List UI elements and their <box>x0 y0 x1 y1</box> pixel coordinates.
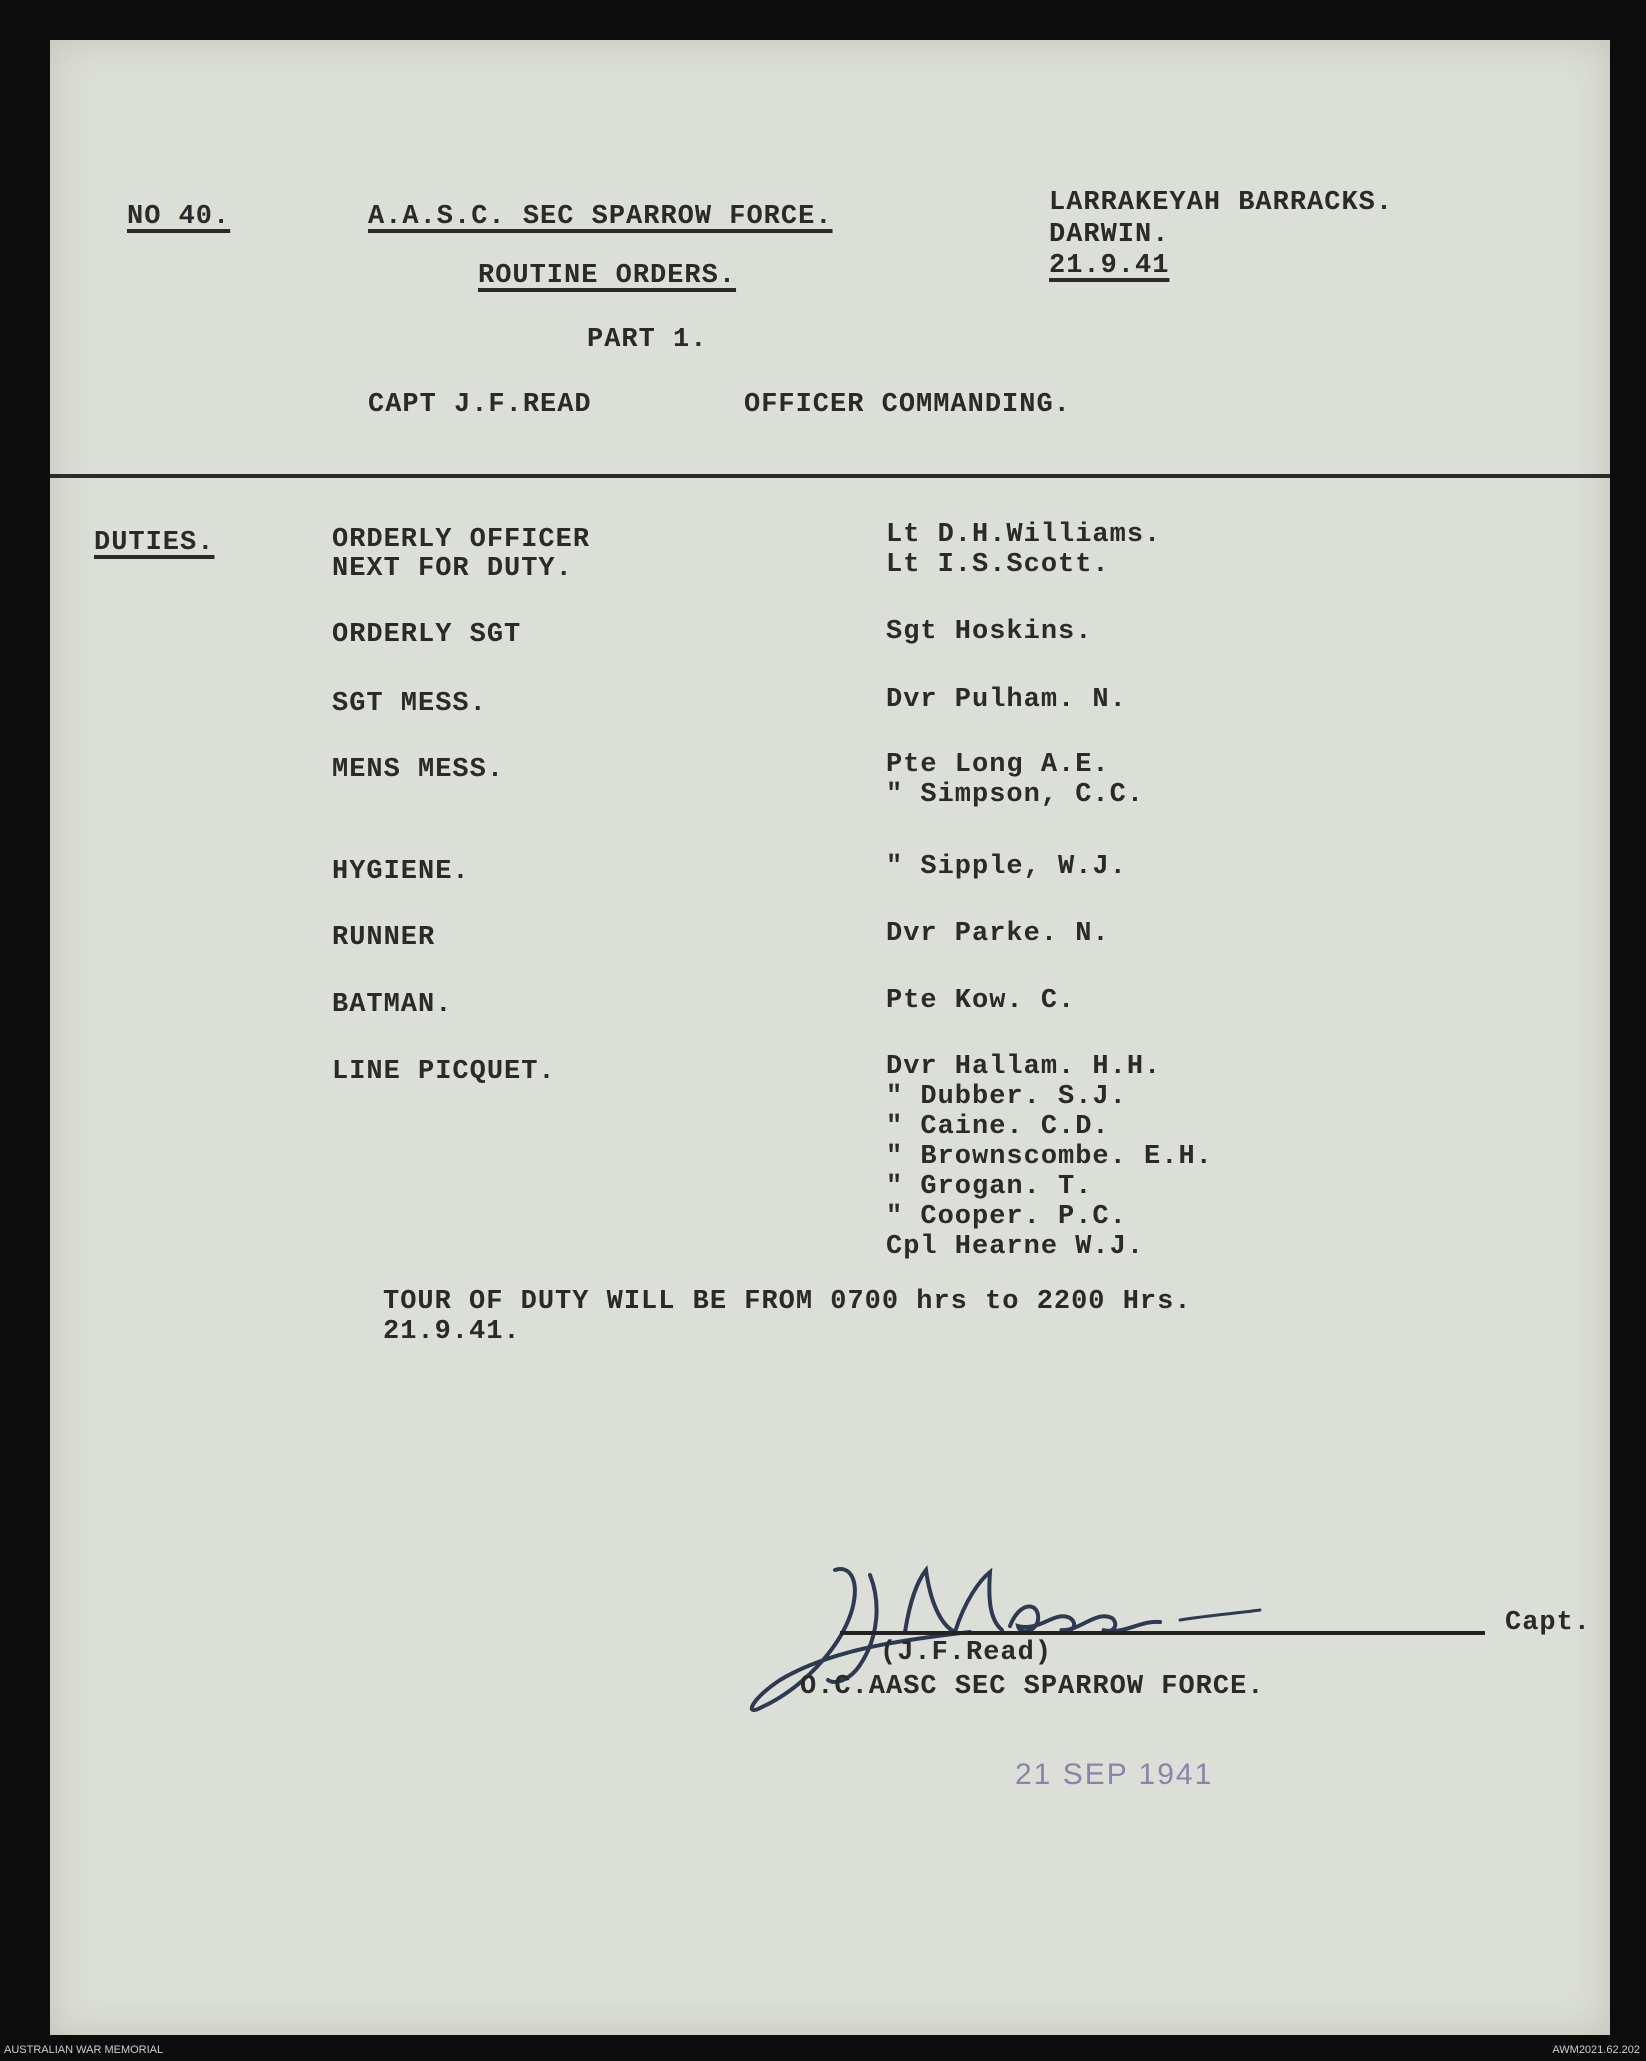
duty-name: Pte Long A.E. <box>886 750 1110 780</box>
order-date: 21.9.41 <box>1049 251 1170 281</box>
unit-heading: A.A.S.C. SEC SPARROW FORCE. <box>368 202 833 232</box>
duty-name: " Dubber. S.J. <box>886 1082 1127 1112</box>
duty-role: MENS MESS. <box>332 755 505 785</box>
duty-name: " Sipple, W.J. <box>886 852 1127 882</box>
signatory-rank: Capt. <box>1505 1608 1592 1638</box>
duty-name: Cpl Hearne W.J. <box>886 1232 1145 1262</box>
signatory-position: O.C.AASC SEC SPARROW FORCE. <box>800 1672 1265 1702</box>
tour-of-duty-line: TOUR OF DUTY WILL BE FROM 0700 hrs to 2200 Hrs. <box>383 1287 1192 1317</box>
duty-name: " Brownscombe. E.H. <box>886 1142 1213 1172</box>
order-number: NO 40. <box>127 202 231 232</box>
location-line-1: LARRAKEYAH BARRACKS. <box>1049 188 1394 218</box>
duty-name: " Grogan. T. <box>886 1172 1093 1202</box>
duty-name: Lt I.S.Scott. <box>886 550 1110 580</box>
duty-role: SGT MESS. <box>332 689 487 719</box>
duty-name: Lt D.H.Williams. <box>886 520 1162 550</box>
handwritten-signature <box>740 1540 1440 1740</box>
signature-line <box>840 1631 1485 1635</box>
date-stamp: 21 SEP 1941 <box>1015 1758 1214 1791</box>
duty-role: HYGIENE. <box>332 857 470 887</box>
duty-role: BATMAN. <box>332 990 453 1020</box>
duty-name: Dvr Hallam. H.H. <box>886 1052 1162 1082</box>
horizontal-rule <box>50 474 1610 478</box>
duty-name: Pte Kow. C. <box>886 986 1076 1016</box>
part-number: PART 1. <box>587 325 708 355</box>
tour-of-duty-date: 21.9.41. <box>383 1317 521 1347</box>
duty-role: ORDERLY SGT <box>332 620 522 650</box>
duty-role: LINE PICQUET. <box>332 1057 556 1087</box>
duty-name: Sgt Hoskins. <box>886 617 1093 647</box>
duty-name: Dvr Pulham. N. <box>886 685 1127 715</box>
document-title: ROUTINE ORDERS. <box>478 261 737 291</box>
duties-heading: DUTIES. <box>94 528 215 558</box>
footer-archive-name: AUSTRALIAN WAR MEMORIAL <box>4 2044 164 2056</box>
duty-role: NEXT FOR DUTY. <box>332 554 573 584</box>
duty-name: " Caine. C.D. <box>886 1112 1110 1142</box>
duty-name: " Cooper. P.C. <box>886 1202 1127 1232</box>
duty-name: Dvr Parke. N. <box>886 919 1110 949</box>
document-sheet <box>50 40 1610 2035</box>
duty-role: RUNNER <box>332 923 436 953</box>
commander-name: CAPT J.F.READ <box>368 390 592 420</box>
location-line-2: DARWIN. <box>1049 220 1170 250</box>
signatory-name: (J.F.Read) <box>880 1638 1053 1668</box>
duty-role: ORDERLY OFFICER <box>332 525 591 555</box>
footer-accession-number: AWM2021.62.202 <box>1552 2044 1640 2056</box>
duty-name: " Simpson, C.C. <box>886 780 1145 810</box>
commander-role: OFFICER COMMANDING. <box>744 390 1071 420</box>
